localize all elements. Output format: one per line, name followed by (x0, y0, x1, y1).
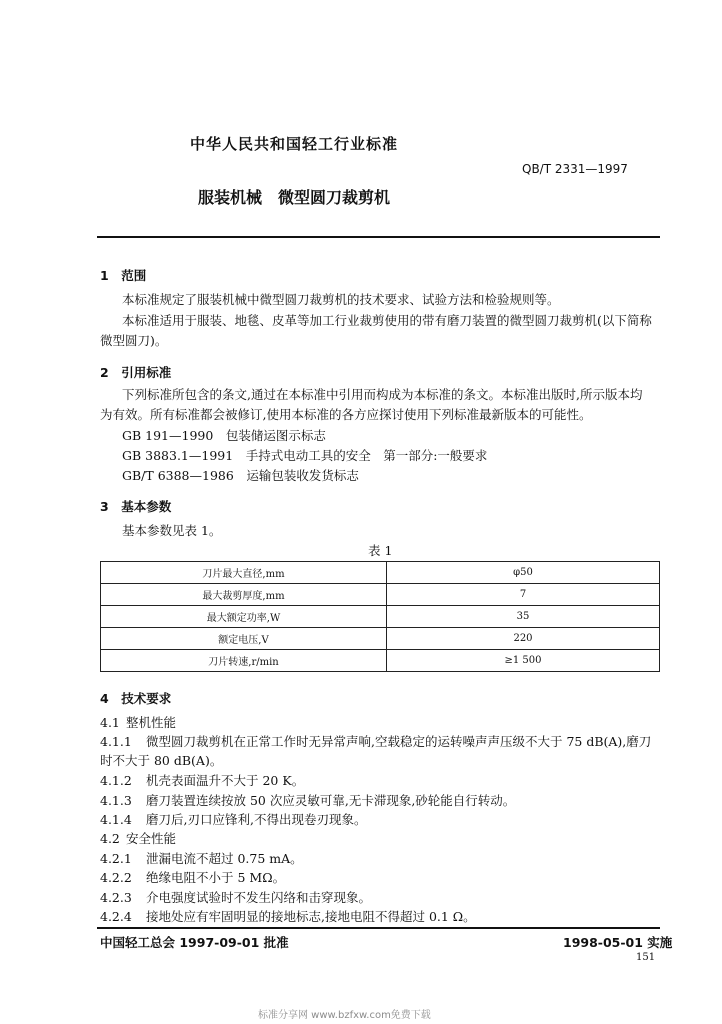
table-cell-value: ≥1 500 (387, 650, 660, 672)
watermark: 标准分享网 www.bzfxw.com免费下载 (258, 1010, 431, 1021)
clause-number: 4.1.1 (100, 734, 132, 749)
table-cell-param: 刀片最大直径,mm (101, 562, 387, 584)
page-number: 151 (636, 952, 656, 963)
section-2-heading: 2 引用标准 (100, 365, 172, 380)
reference-item: GB 3883.1—1991 手持式电动工具的安全 第一部分:一般要求 (122, 448, 488, 463)
table-row (101, 628, 660, 650)
document-title: 服装机械 微型圆刀裁剪机 (198, 188, 391, 207)
section-3-para-1: 基本参数见表 1。 (122, 523, 222, 538)
table-row (101, 606, 660, 628)
clause-number: 4.2.1 (100, 851, 132, 866)
clause-text: 整机性能 (126, 715, 177, 730)
clause-text: 泄漏电流不超过 0.75 mA。 (146, 851, 303, 866)
clause-number: 4.2 (100, 831, 120, 846)
reference-item: GB 191—1990 包装储运图示标志 (122, 428, 326, 443)
header-rule (97, 236, 660, 238)
table-row (101, 584, 660, 606)
clause-number: 4.1 (100, 715, 120, 730)
table-caption: 表 1 (368, 543, 393, 558)
clause-text: 安全性能 (126, 831, 177, 846)
table-cell-param: 最大裁剪厚度,mm (101, 584, 387, 606)
clause-text: 微型圆刀裁剪机在正常工作时无异常声响,空载稳定的运转噪声声压级不大于 75 dB(A),磨刀 (146, 734, 652, 749)
issuing-agency: 中华人民共和国轻工行业标准 (190, 135, 399, 153)
implementation-date: 1998-05-01 实施 (563, 935, 673, 950)
clause-text: 绝缘电阻不小于 5 MΩ。 (146, 870, 286, 885)
clause-number: 4.1.3 (100, 793, 132, 808)
section-4-heading: 4 技术要求 (100, 691, 172, 706)
clause-text: 接地处应有牢固明显的接地标志,接地电阻不得超过 0.1 Ω。 (146, 909, 476, 924)
clause-number: 4.2.2 (100, 870, 132, 885)
table-row (101, 650, 660, 672)
section-1-para-1: 本标准规定了服装机械中微型圆刀裁剪机的技术要求、试验方法和检验规则等。 (122, 292, 560, 307)
table-cell-value: 220 (387, 628, 660, 650)
clause-number: 4.1.4 (100, 812, 132, 827)
footer-rule (97, 927, 660, 929)
clause-text: 机壳表面温升不大于 20 K。 (146, 773, 305, 788)
section-3-heading: 3 基本参数 (100, 499, 172, 514)
clause-text: 介电强度试验时不发生闪络和击穿现象。 (146, 890, 372, 905)
parameter-table (100, 561, 660, 672)
standard-code: QB/T 2331—1997 (522, 162, 628, 176)
clause-text: 时不大于 80 dB(A)。 (100, 753, 223, 768)
clause-text: 磨刀装置连续按放 50 次应灵敏可靠,无卡滞现象,砂轮能自行转动。 (146, 793, 516, 808)
table-cell-param: 最大额定功率,W (101, 606, 387, 628)
table-cell-param: 刀片转速,r/min (101, 650, 387, 672)
reference-item: GB/T 6388—1986 运输包装收发货标志 (122, 468, 359, 483)
table-cell-value: φ50 (387, 562, 660, 584)
table-cell-value: 35 (387, 606, 660, 628)
section-1-para-2b: 微型圆刀)。 (100, 333, 168, 348)
section-1-heading: 1 范围 (100, 268, 147, 283)
section-2-para-1a: 下列标准所包含的条文,通过在本标准中引用而构成为本标准的条文。本标准出版时,所示版本均 (122, 387, 643, 402)
clause-number: 4.1.2 (100, 773, 132, 788)
section-1-para-2a: 本标准适用于服装、地毯、皮革等加工行业裁剪使用的带有磨刀装置的微型圆刀裁剪机(以下简称 (122, 313, 652, 328)
approval-date: 中国轻工总会 1997-09-01 批准 (100, 935, 289, 950)
clause-number: 4.2.4 (100, 909, 132, 924)
table-row (101, 562, 660, 584)
table-cell-value: 7 (387, 584, 660, 606)
clause-text: 磨刀后,刃口应锋利,不得出现卷刃现象。 (146, 812, 367, 827)
clause-number: 4.2.3 (100, 890, 132, 905)
table-cell-param: 额定电压,V (101, 628, 387, 650)
section-2-para-1b: 为有效。所有标准都会被修订,使用本标准的各方应探讨使用下列标准最新版本的可能性。 (100, 407, 592, 422)
